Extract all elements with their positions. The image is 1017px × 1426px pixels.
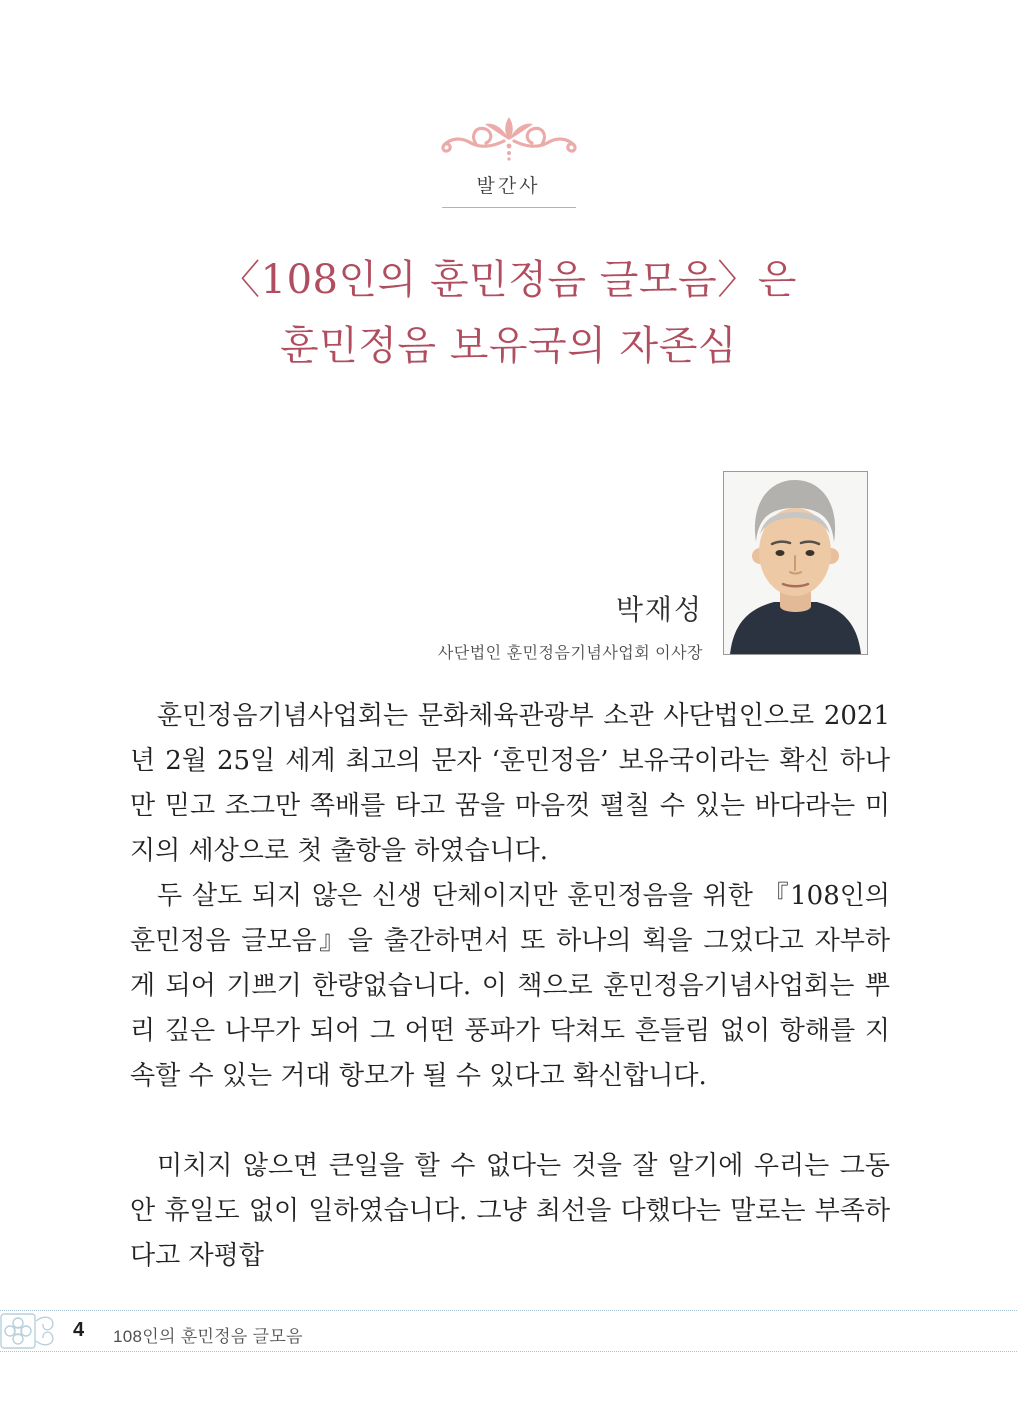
author-block bbox=[438, 588, 703, 663]
page-title bbox=[0, 247, 1017, 379]
footer-book-title: 108인의 훈민정음 글모음 bbox=[113, 1327, 303, 1346]
footer-traditional-pattern-icon bbox=[0, 1311, 58, 1356]
section-label: 발간사 bbox=[476, 176, 541, 197]
author-name: 박재성 bbox=[615, 594, 703, 625]
paragraph-3: 미치지 않으면 큰일을 할 수 없다는 것을 잘 알기에 우리는 그동안 휴일도 없이 일하였습니다. 그냥 최선을 다했다는 말로는 부족하다고 자평합 bbox=[130, 1151, 890, 1271]
page-number: 4 bbox=[73, 1319, 85, 1341]
author-role: 사단법인 훈민정음기념사업회 이사장 bbox=[437, 645, 703, 662]
author-portrait-photo bbox=[723, 471, 868, 655]
body-text bbox=[130, 694, 890, 1279]
paragraph-2: 두 살도 되지 않은 신생 단체이지만 훈민정음을 위한 『108인의 훈민정음 글모음』을 출간하면서 또 하나의 획을 그었다고 자부하게 되어 기쁘기 한량없습니다. 이 책으로 훈민정음기념사업회는 뿌리 깊은 나무가 되어 그 어떤 풍파가 닥쳐도 흔들림 없이 항해를 지속할 수 있는 거대 항모가 될 수 있다고 확신합니다. bbox=[130, 881, 890, 1091]
page-title-line2: 훈민정음 보유국의 자존심 bbox=[280, 323, 737, 369]
section-label-rule bbox=[442, 207, 576, 208]
flourish-ornament-icon bbox=[0, 116, 1017, 166]
masthead bbox=[0, 116, 1017, 208]
page-title-line1: 〈108인의 훈민정음 글모음〉은 bbox=[220, 257, 797, 303]
paragraph-1: 훈민정음기념사업회는 문화체육관광부 소관 사단법인으로 2021년 2월 25일 세계 최고의 문자 ‘훈민정음’ 보유국이라는 확신 하나만 믿고 조그만 쪽배를 타고 꿈을 마음껏 펼칠 수 있는 바다라는 미지의 세상으로 첫 출항을 하였습니다. bbox=[130, 701, 890, 866]
footer-band bbox=[0, 1310, 1017, 1352]
